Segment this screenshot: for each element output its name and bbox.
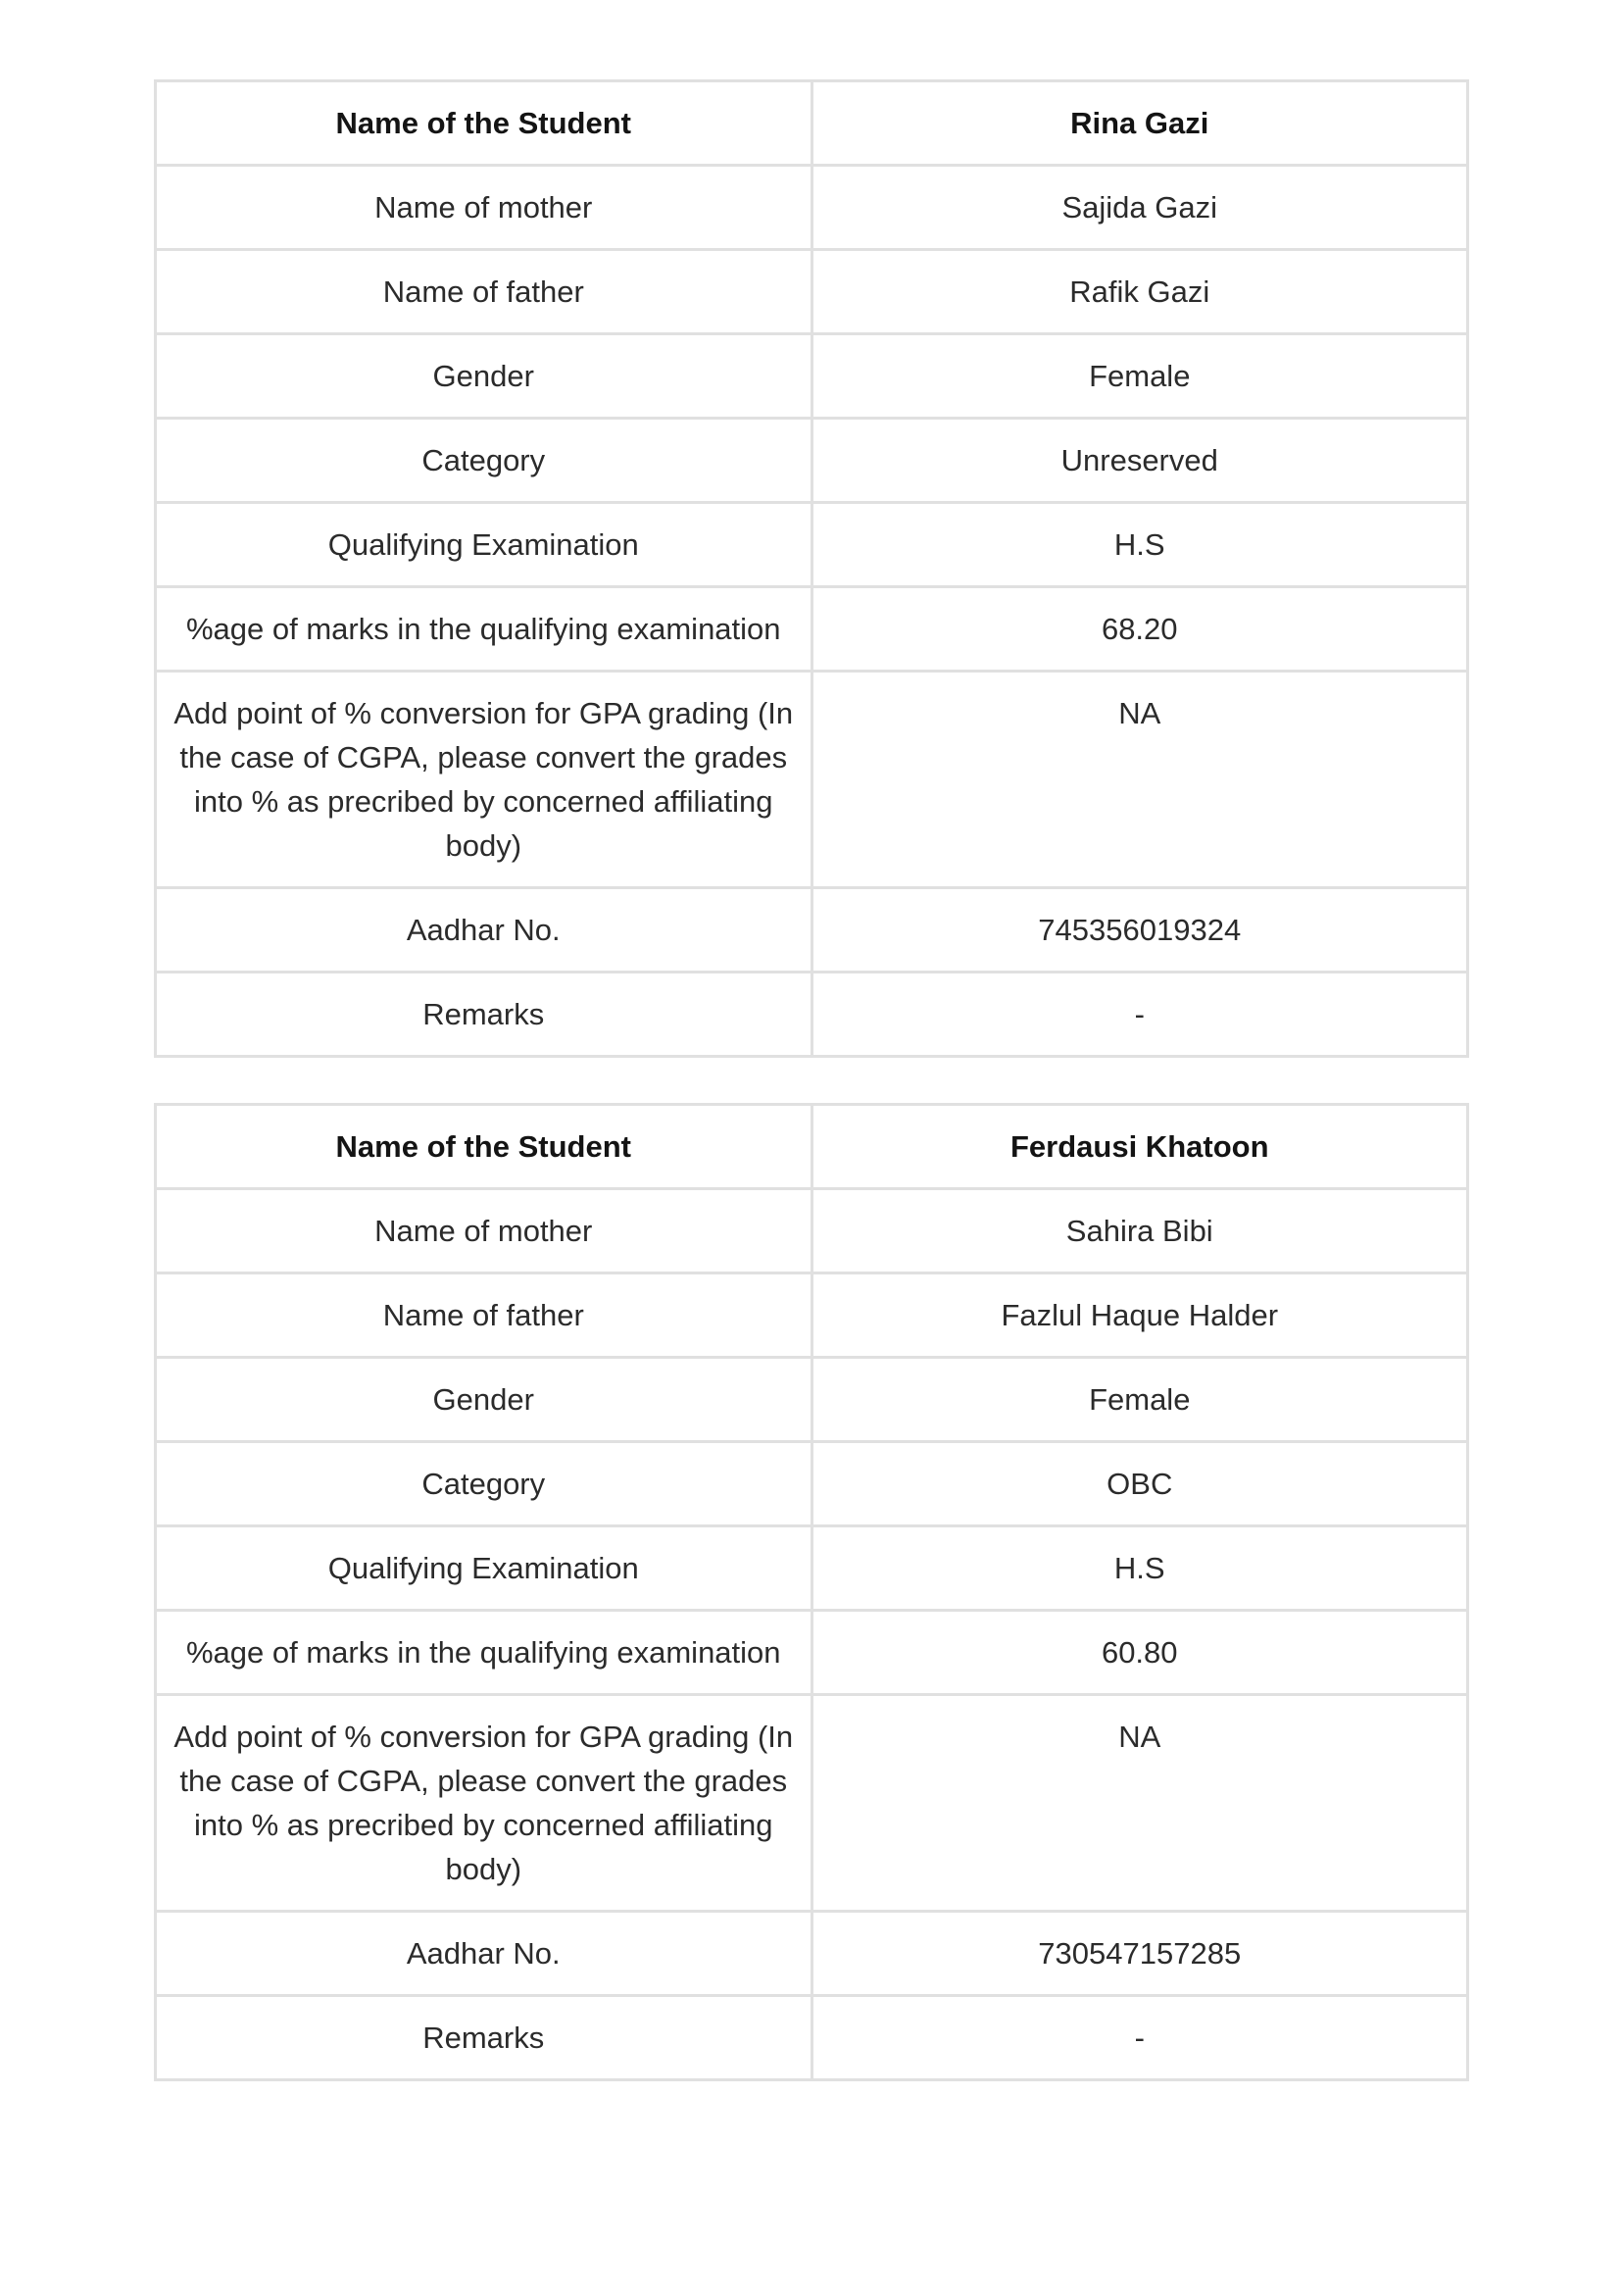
field-label: Qualifying Examination [156, 1526, 812, 1611]
field-label: Gender [156, 1358, 812, 1442]
field-value: H.S [812, 503, 1468, 587]
field-value: Sajida Gazi [812, 166, 1468, 250]
table-row [156, 166, 1468, 250]
student-table-2 [154, 1103, 1469, 2081]
field-value: NA [812, 672, 1468, 888]
field-label: Name of father [156, 1273, 812, 1358]
table-row [156, 1189, 1468, 1273]
table-row [156, 1442, 1468, 1526]
table-row [156, 973, 1468, 1057]
table-row [156, 1912, 1468, 1996]
table-row [156, 1358, 1468, 1442]
field-value: 68.20 [812, 587, 1468, 672]
field-value: Sahira Bibi [812, 1189, 1468, 1273]
field-label: Category [156, 1442, 812, 1526]
field-label: Aadhar No. [156, 888, 812, 973]
table-header-row [156, 81, 1468, 166]
field-value: Unreserved [812, 419, 1468, 503]
field-value: Rafik Gazi [812, 250, 1468, 334]
table-header-row [156, 1105, 1468, 1189]
field-label: Name of father [156, 250, 812, 334]
student-name-value: Rina Gazi [812, 81, 1468, 166]
table-row [156, 1611, 1468, 1695]
field-value: 60.80 [812, 1611, 1468, 1695]
field-label: Add point of % conversion for GPA grading (In the case of CGPA, please convert the grades into % as precribed by concerned affiliating body) [156, 672, 812, 888]
table-row [156, 888, 1468, 973]
header-field-label: Name of the Student [156, 1105, 812, 1189]
field-value: NA [812, 1695, 1468, 1912]
field-label: Add point of % conversion for GPA grading (In the case of CGPA, please convert the grades into % as precribed by concerned affiliating body) [156, 1695, 812, 1912]
table-row [156, 1695, 1468, 1912]
field-label: Category [156, 419, 812, 503]
table-row [156, 1273, 1468, 1358]
field-label: Remarks [156, 973, 812, 1057]
field-label: Name of mother [156, 166, 812, 250]
student-table-1 [154, 79, 1469, 1058]
table-row [156, 250, 1468, 334]
table-row [156, 334, 1468, 419]
table-row [156, 587, 1468, 672]
field-value: - [812, 1996, 1468, 2080]
field-value: OBC [812, 1442, 1468, 1526]
table-row [156, 419, 1468, 503]
field-label: Gender [156, 334, 812, 419]
field-label: Name of mother [156, 1189, 812, 1273]
table-row [156, 1526, 1468, 1611]
table-row [156, 1996, 1468, 2080]
field-value: 730547157285 [812, 1912, 1468, 1996]
field-label: Aadhar No. [156, 1912, 812, 1996]
field-label: %age of marks in the qualifying examination [156, 1611, 812, 1695]
field-value: Fazlul Haque Halder [812, 1273, 1468, 1358]
field-value: - [812, 973, 1468, 1057]
field-value: 745356019324 [812, 888, 1468, 973]
table-row [156, 672, 1468, 888]
field-value: Female [812, 334, 1468, 419]
field-label: Remarks [156, 1996, 812, 2080]
field-label: Qualifying Examination [156, 503, 812, 587]
field-value: Female [812, 1358, 1468, 1442]
field-value: H.S [812, 1526, 1468, 1611]
field-label: %age of marks in the qualifying examination [156, 587, 812, 672]
student-name-value: Ferdausi Khatoon [812, 1105, 1468, 1189]
header-field-label: Name of the Student [156, 81, 812, 166]
table-row [156, 503, 1468, 587]
